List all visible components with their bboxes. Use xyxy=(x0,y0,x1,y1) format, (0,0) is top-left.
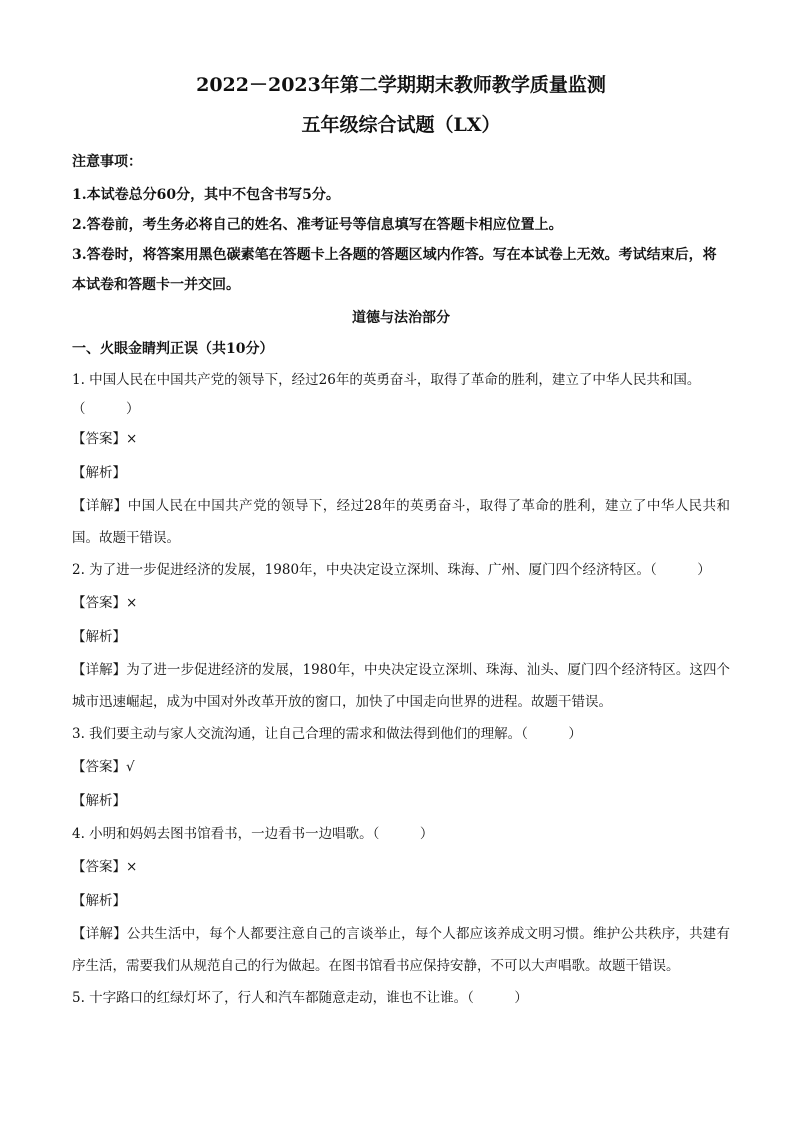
question-1 xyxy=(72,364,730,554)
notice-item-1: 1.本试卷总分60分，其中不包含书写5分。 xyxy=(72,187,340,203)
notice-item-3: 3.答卷时，将答案用黑色碳素笔在答题卡上各题的答题区域内作答。写在本试卷上无效。考试结束后，将本试卷和答题卡一并交回。 xyxy=(72,247,717,293)
analysis-label: 【解析】 xyxy=(72,793,126,809)
exam-title: 2022－2023年第二学期期末教师教学质量监测 xyxy=(196,74,606,96)
part-title: 一、火眼金睛判正误（共10分） xyxy=(72,341,274,357)
question-5 xyxy=(72,982,730,1014)
answer-line: 【答案】× xyxy=(72,431,138,447)
detail-text: 【详解】中国人民在中国共产党的领导下，经过28年的英勇奋斗，取得了革命的胜利，建立了中华人民共和国。故题干错误。 xyxy=(72,498,730,546)
section-title: 道德与法治部分 xyxy=(352,310,450,326)
question-text: 1. 中国人民在中国共产党的领导下，经过26年的英勇奋斗，取得了革命的胜利，建立了中华人民共和国。 xyxy=(72,372,701,388)
analysis-label: 【解析】 xyxy=(72,629,126,645)
detail-text: 【详解】公共生活中，每个人都要注意自己的言谈举止，每个人都应该养成文明习惯。维护公共秩序，共建有序生活，需要我们从规范自己的行为做起。在图书馆看书应保持安静，不可以大声唱歌。故题干错误。 xyxy=(72,926,730,974)
question-text: 3. 我们要主动与家人交流沟通，让自己合理的需求和做法得到他们的理解。（ ） xyxy=(72,726,582,742)
question-text: 5. 十字路口的红绿灯坏了，行人和汽车都随意走动，谁也不让谁。（ ） xyxy=(72,990,528,1006)
notice-item-2: 2.答卷前，考生务必将自己的姓名、准考证号等信息填写在答题卡相应位置上。 xyxy=(72,217,563,233)
analysis-label: 【解析】 xyxy=(72,465,126,481)
detail-text: 【详解】为了进一步促进经济的发展，1980年，中央决定设立深圳、珠海、汕头、厦门四个经济特区。这四个城市迅速崛起，成为中国对外改革开放的窗口，加快了中国走向世界的进程。故题干错误。 xyxy=(72,662,730,710)
answer-line: 【答案】√ xyxy=(72,759,135,775)
question-2 xyxy=(72,554,730,718)
question-text: 2. 为了进一步促进经济的发展，1980年，中央决定设立深圳、珠海、广州、厦门四个经济特区。（ ） xyxy=(72,562,711,578)
answer-line: 【答案】× xyxy=(72,859,138,875)
notice-heading: 注意事项： xyxy=(72,154,142,170)
exam-subtitle: 五年级综合试题（LX） xyxy=(301,114,501,136)
answer-line: 【答案】× xyxy=(72,595,138,611)
question-text: 4. 小明和妈妈去图书馆看书，一边看书一边唱歌。（ ） xyxy=(72,826,434,842)
question-4 xyxy=(72,818,730,982)
question-3 xyxy=(72,718,730,818)
question-blank: （ ） xyxy=(72,401,140,417)
analysis-label: 【解析】 xyxy=(72,893,126,909)
